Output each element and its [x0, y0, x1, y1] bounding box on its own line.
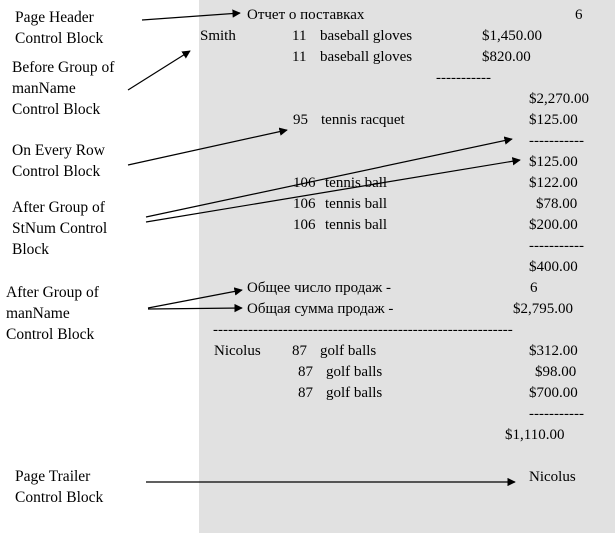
row-amount: $78.00	[536, 196, 578, 212]
row-item: golf balls	[326, 364, 383, 380]
row-qty: 11	[292, 49, 307, 65]
row-item: tennis ball	[325, 175, 388, 191]
sales-count-label: Общее число продаж -	[247, 280, 392, 296]
row-qty: 87	[298, 364, 313, 380]
row-amount: $98.00	[535, 364, 577, 380]
row-amount: $122.00	[529, 175, 578, 191]
label-page-header: Page Header Control Block	[15, 9, 104, 47]
row-qty: 106	[293, 217, 316, 233]
row-item: tennis ball	[325, 217, 388, 233]
label-before-group-manname: Before Group of manName Control Block	[12, 59, 115, 118]
row-qty: 87	[292, 343, 307, 359]
separator: -----------	[529, 406, 584, 422]
row-amount: $1,450.00	[482, 28, 542, 44]
arrow-page-header	[142, 13, 240, 20]
separator: -----------	[436, 70, 491, 86]
row-item: baseball gloves	[320, 49, 413, 65]
group-subtotal: $400.00	[529, 259, 578, 275]
row-qty: 106	[293, 175, 316, 191]
row-item: tennis racquet	[321, 112, 405, 128]
sales-count-value: 6	[530, 280, 538, 296]
label-after-group-manname: After Group of manName Control Block	[6, 284, 99, 343]
row-amount: $700.00	[529, 385, 578, 401]
row-item: baseball gloves	[320, 28, 413, 44]
group-subtotal: $125.00	[529, 154, 578, 170]
arrow-after-stnum-1	[146, 139, 512, 217]
label-page-trailer: Page Trailer Control Block	[15, 468, 104, 506]
manager-name: Smith	[200, 28, 236, 44]
row-qty: 11	[292, 28, 307, 44]
label-after-group-stnum: After Group of StNum Control Block	[12, 199, 108, 258]
row-amount: $200.00	[529, 217, 578, 233]
row-amount: $820.00	[482, 49, 531, 65]
row-qty: 106	[293, 196, 316, 212]
arrow-on-every-row	[128, 130, 287, 165]
sales-sum-label: Общая сумма продаж -	[247, 301, 394, 317]
row-qty: 95	[293, 112, 308, 128]
row-item: tennis ball	[325, 196, 388, 212]
row-item: golf balls	[326, 385, 383, 401]
separator: -----------	[529, 133, 584, 149]
label-on-every-row: On Every Row Control Block	[12, 142, 105, 180]
page-trailer-text: Nicolus	[529, 469, 576, 485]
row-item: golf balls	[320, 343, 377, 359]
sales-sum-value: $2,795.00	[513, 301, 573, 317]
row-amount: $312.00	[529, 343, 578, 359]
separator: -----------	[529, 238, 584, 254]
manager-name: Nicolus	[214, 343, 261, 359]
group-subtotal: $2,270.00	[529, 91, 589, 107]
page-number: 6	[575, 7, 583, 23]
report-title: Отчет о поставках	[247, 7, 365, 23]
row-amount: $125.00	[529, 112, 578, 128]
row-qty: 87	[298, 385, 313, 401]
arrow-before-group	[128, 51, 190, 90]
group-subtotal: $1,110.00	[505, 427, 565, 443]
summary-divider: ------------------------------------------------------------	[213, 322, 513, 338]
arrow-after-manname-2	[148, 308, 242, 309]
arrow-after-stnum-2	[146, 160, 520, 222]
arrow-after-manname-1	[148, 290, 242, 308]
